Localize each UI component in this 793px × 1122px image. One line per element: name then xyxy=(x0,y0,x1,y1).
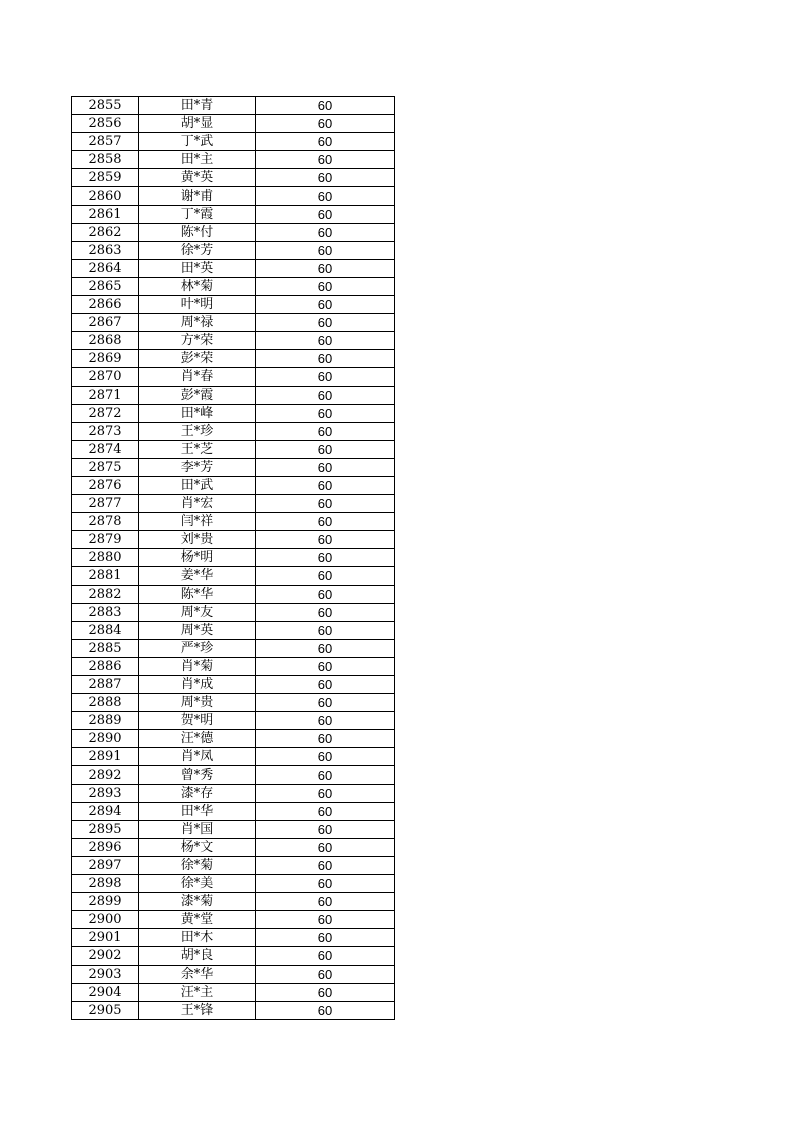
table-body xyxy=(72,97,395,1020)
row-id-cell: 2870 xyxy=(72,368,139,386)
row-score-cell: 60 xyxy=(256,97,395,115)
row-id-cell: 2883 xyxy=(72,603,139,621)
row-name-cell: 杨*文 xyxy=(139,838,256,856)
row-name-cell: 陈*华 xyxy=(139,585,256,603)
row-name-cell: 叶*明 xyxy=(139,296,256,314)
table-row xyxy=(72,277,395,295)
row-name-cell: 王*锋 xyxy=(139,1001,256,1019)
table-row xyxy=(72,205,395,223)
row-score-cell: 60 xyxy=(256,458,395,476)
row-name-cell: 肖*春 xyxy=(139,368,256,386)
row-name-cell: 方*荣 xyxy=(139,332,256,350)
row-id-cell: 2860 xyxy=(72,187,139,205)
row-score-cell: 60 xyxy=(256,531,395,549)
row-score-cell: 60 xyxy=(256,368,395,386)
table-row xyxy=(72,97,395,115)
table-row xyxy=(72,187,395,205)
row-id-cell: 2858 xyxy=(72,151,139,169)
table-row xyxy=(72,784,395,802)
row-score-cell: 60 xyxy=(256,983,395,1001)
table-row xyxy=(72,241,395,259)
table-row xyxy=(72,603,395,621)
row-id-cell: 2902 xyxy=(72,947,139,965)
row-id-cell: 2868 xyxy=(72,332,139,350)
row-score-cell: 60 xyxy=(256,676,395,694)
row-id-cell: 2876 xyxy=(72,476,139,494)
row-name-cell: 杨*明 xyxy=(139,549,256,567)
table-row xyxy=(72,115,395,133)
row-name-cell: 周*友 xyxy=(139,603,256,621)
table-row xyxy=(72,404,395,422)
row-score-cell: 60 xyxy=(256,404,395,422)
table-row xyxy=(72,694,395,712)
row-id-cell: 2892 xyxy=(72,766,139,784)
row-name-cell: 汪*德 xyxy=(139,730,256,748)
row-score-cell: 60 xyxy=(256,440,395,458)
row-score-cell: 60 xyxy=(256,748,395,766)
row-score-cell: 60 xyxy=(256,838,395,856)
table-row xyxy=(72,639,395,657)
row-id-cell: 2862 xyxy=(72,223,139,241)
row-id-cell: 2871 xyxy=(72,386,139,404)
table-row xyxy=(72,350,395,368)
table-row xyxy=(72,712,395,730)
row-id-cell: 2886 xyxy=(72,657,139,675)
row-name-cell: 田*峰 xyxy=(139,404,256,422)
table-row xyxy=(72,875,395,893)
row-name-cell: 余*华 xyxy=(139,965,256,983)
row-id-cell: 2856 xyxy=(72,115,139,133)
table-row xyxy=(72,621,395,639)
row-score-cell: 60 xyxy=(256,169,395,187)
table-row xyxy=(72,513,395,531)
table-row xyxy=(72,856,395,874)
row-id-cell: 2869 xyxy=(72,350,139,368)
row-name-cell: 陈*付 xyxy=(139,223,256,241)
table-row xyxy=(72,223,395,241)
table-row xyxy=(72,983,395,1001)
row-id-cell: 2857 xyxy=(72,133,139,151)
row-name-cell: 肖*宏 xyxy=(139,495,256,513)
table-row xyxy=(72,531,395,549)
table-row xyxy=(72,422,395,440)
row-score-cell: 60 xyxy=(256,820,395,838)
row-score-cell: 60 xyxy=(256,422,395,440)
row-name-cell: 田*武 xyxy=(139,476,256,494)
table-row xyxy=(72,296,395,314)
row-name-cell: 田*华 xyxy=(139,802,256,820)
row-score-cell: 60 xyxy=(256,784,395,802)
table-row xyxy=(72,911,395,929)
row-score-cell: 60 xyxy=(256,893,395,911)
row-name-cell: 汪*主 xyxy=(139,983,256,1001)
row-score-cell: 60 xyxy=(256,929,395,947)
row-score-cell: 60 xyxy=(256,151,395,169)
row-id-cell: 2901 xyxy=(72,929,139,947)
row-name-cell: 田*木 xyxy=(139,929,256,947)
row-name-cell: 贺*明 xyxy=(139,712,256,730)
row-score-cell: 60 xyxy=(256,549,395,567)
row-score-cell: 60 xyxy=(256,657,395,675)
row-name-cell: 黄*堂 xyxy=(139,911,256,929)
row-score-cell: 60 xyxy=(256,730,395,748)
table-row xyxy=(72,458,395,476)
row-score-cell: 60 xyxy=(256,947,395,965)
table-row xyxy=(72,820,395,838)
row-score-cell: 60 xyxy=(256,314,395,332)
row-name-cell: 黄*英 xyxy=(139,169,256,187)
row-id-cell: 2872 xyxy=(72,404,139,422)
row-score-cell: 60 xyxy=(256,802,395,820)
table-row xyxy=(72,838,395,856)
row-name-cell: 田*英 xyxy=(139,259,256,277)
row-score-cell: 60 xyxy=(256,259,395,277)
row-name-cell: 姜*华 xyxy=(139,567,256,585)
table-row xyxy=(72,730,395,748)
table-row xyxy=(72,893,395,911)
row-score-cell: 60 xyxy=(256,639,395,657)
row-name-cell: 漆*菊 xyxy=(139,893,256,911)
row-id-cell: 2894 xyxy=(72,802,139,820)
table-row xyxy=(72,549,395,567)
row-name-cell: 徐*美 xyxy=(139,875,256,893)
row-id-cell: 2884 xyxy=(72,621,139,639)
row-id-cell: 2875 xyxy=(72,458,139,476)
row-name-cell: 肖*凤 xyxy=(139,748,256,766)
table-row xyxy=(72,133,395,151)
table-row xyxy=(72,585,395,603)
row-score-cell: 60 xyxy=(256,766,395,784)
row-id-cell: 2861 xyxy=(72,205,139,223)
row-score-cell: 60 xyxy=(256,296,395,314)
row-score-cell: 60 xyxy=(256,350,395,368)
table-row xyxy=(72,567,395,585)
table-row xyxy=(72,368,395,386)
row-score-cell: 60 xyxy=(256,115,395,133)
data-table xyxy=(71,96,395,1020)
row-id-cell: 2890 xyxy=(72,730,139,748)
row-name-cell: 丁*霞 xyxy=(139,205,256,223)
row-name-cell: 周*禄 xyxy=(139,314,256,332)
row-name-cell: 徐*芳 xyxy=(139,241,256,259)
row-name-cell: 彭*荣 xyxy=(139,350,256,368)
row-score-cell: 60 xyxy=(256,332,395,350)
row-name-cell: 徐*菊 xyxy=(139,856,256,874)
row-id-cell: 2900 xyxy=(72,911,139,929)
row-score-cell: 60 xyxy=(256,277,395,295)
row-id-cell: 2905 xyxy=(72,1001,139,1019)
row-id-cell: 2898 xyxy=(72,875,139,893)
table-row xyxy=(72,748,395,766)
row-id-cell: 2867 xyxy=(72,314,139,332)
row-name-cell: 王*芝 xyxy=(139,440,256,458)
row-id-cell: 2880 xyxy=(72,549,139,567)
row-score-cell: 60 xyxy=(256,187,395,205)
table-row xyxy=(72,332,395,350)
row-name-cell: 李*芳 xyxy=(139,458,256,476)
row-id-cell: 2874 xyxy=(72,440,139,458)
row-score-cell: 60 xyxy=(256,621,395,639)
row-id-cell: 2895 xyxy=(72,820,139,838)
row-id-cell: 2893 xyxy=(72,784,139,802)
row-id-cell: 2891 xyxy=(72,748,139,766)
row-id-cell: 2888 xyxy=(72,694,139,712)
table-row xyxy=(72,151,395,169)
table-row xyxy=(72,766,395,784)
row-score-cell: 60 xyxy=(256,856,395,874)
row-id-cell: 2889 xyxy=(72,712,139,730)
table-row xyxy=(72,386,395,404)
table-row xyxy=(72,440,395,458)
row-score-cell: 60 xyxy=(256,223,395,241)
table-row xyxy=(72,169,395,187)
row-name-cell: 丁*武 xyxy=(139,133,256,151)
row-id-cell: 2866 xyxy=(72,296,139,314)
row-name-cell: 胡*显 xyxy=(139,115,256,133)
row-name-cell: 谢*甫 xyxy=(139,187,256,205)
row-name-cell: 肖*国 xyxy=(139,820,256,838)
table-row xyxy=(72,1001,395,1019)
row-name-cell: 彭*霞 xyxy=(139,386,256,404)
row-id-cell: 2865 xyxy=(72,277,139,295)
row-score-cell: 60 xyxy=(256,205,395,223)
row-name-cell: 肖*菊 xyxy=(139,657,256,675)
row-score-cell: 60 xyxy=(256,133,395,151)
row-score-cell: 60 xyxy=(256,495,395,513)
table-row xyxy=(72,495,395,513)
row-name-cell: 林*菊 xyxy=(139,277,256,295)
row-name-cell: 王*珍 xyxy=(139,422,256,440)
row-id-cell: 2878 xyxy=(72,513,139,531)
row-id-cell: 2904 xyxy=(72,983,139,1001)
row-name-cell: 周*贵 xyxy=(139,694,256,712)
row-score-cell: 60 xyxy=(256,241,395,259)
row-id-cell: 2899 xyxy=(72,893,139,911)
row-id-cell: 2903 xyxy=(72,965,139,983)
row-id-cell: 2863 xyxy=(72,241,139,259)
table-row xyxy=(72,259,395,277)
table-row xyxy=(72,929,395,947)
row-id-cell: 2873 xyxy=(72,422,139,440)
row-name-cell: 胡*良 xyxy=(139,947,256,965)
row-id-cell: 2877 xyxy=(72,495,139,513)
row-id-cell: 2887 xyxy=(72,676,139,694)
row-name-cell: 漆*存 xyxy=(139,784,256,802)
table-row xyxy=(72,657,395,675)
row-id-cell: 2859 xyxy=(72,169,139,187)
row-id-cell: 2885 xyxy=(72,639,139,657)
table-row xyxy=(72,947,395,965)
table-row xyxy=(72,965,395,983)
table-row xyxy=(72,676,395,694)
row-score-cell: 60 xyxy=(256,603,395,621)
row-score-cell: 60 xyxy=(256,712,395,730)
row-id-cell: 2882 xyxy=(72,585,139,603)
row-name-cell: 闫*祥 xyxy=(139,513,256,531)
row-name-cell: 肖*成 xyxy=(139,676,256,694)
row-name-cell: 田*主 xyxy=(139,151,256,169)
row-id-cell: 2879 xyxy=(72,531,139,549)
row-name-cell: 严*珍 xyxy=(139,639,256,657)
table-row xyxy=(72,802,395,820)
table-row xyxy=(72,314,395,332)
row-id-cell: 2855 xyxy=(72,97,139,115)
row-score-cell: 60 xyxy=(256,965,395,983)
row-name-cell: 周*英 xyxy=(139,621,256,639)
row-id-cell: 2881 xyxy=(72,567,139,585)
row-id-cell: 2897 xyxy=(72,856,139,874)
row-name-cell: 田*青 xyxy=(139,97,256,115)
row-score-cell: 60 xyxy=(256,875,395,893)
row-score-cell: 60 xyxy=(256,585,395,603)
row-score-cell: 60 xyxy=(256,386,395,404)
row-id-cell: 2896 xyxy=(72,838,139,856)
row-name-cell: 刘*贵 xyxy=(139,531,256,549)
row-score-cell: 60 xyxy=(256,694,395,712)
row-score-cell: 60 xyxy=(256,911,395,929)
row-score-cell: 60 xyxy=(256,1001,395,1019)
row-id-cell: 2864 xyxy=(72,259,139,277)
row-score-cell: 60 xyxy=(256,476,395,494)
row-score-cell: 60 xyxy=(256,513,395,531)
table-row xyxy=(72,476,395,494)
row-score-cell: 60 xyxy=(256,567,395,585)
row-name-cell: 曾*秀 xyxy=(139,766,256,784)
